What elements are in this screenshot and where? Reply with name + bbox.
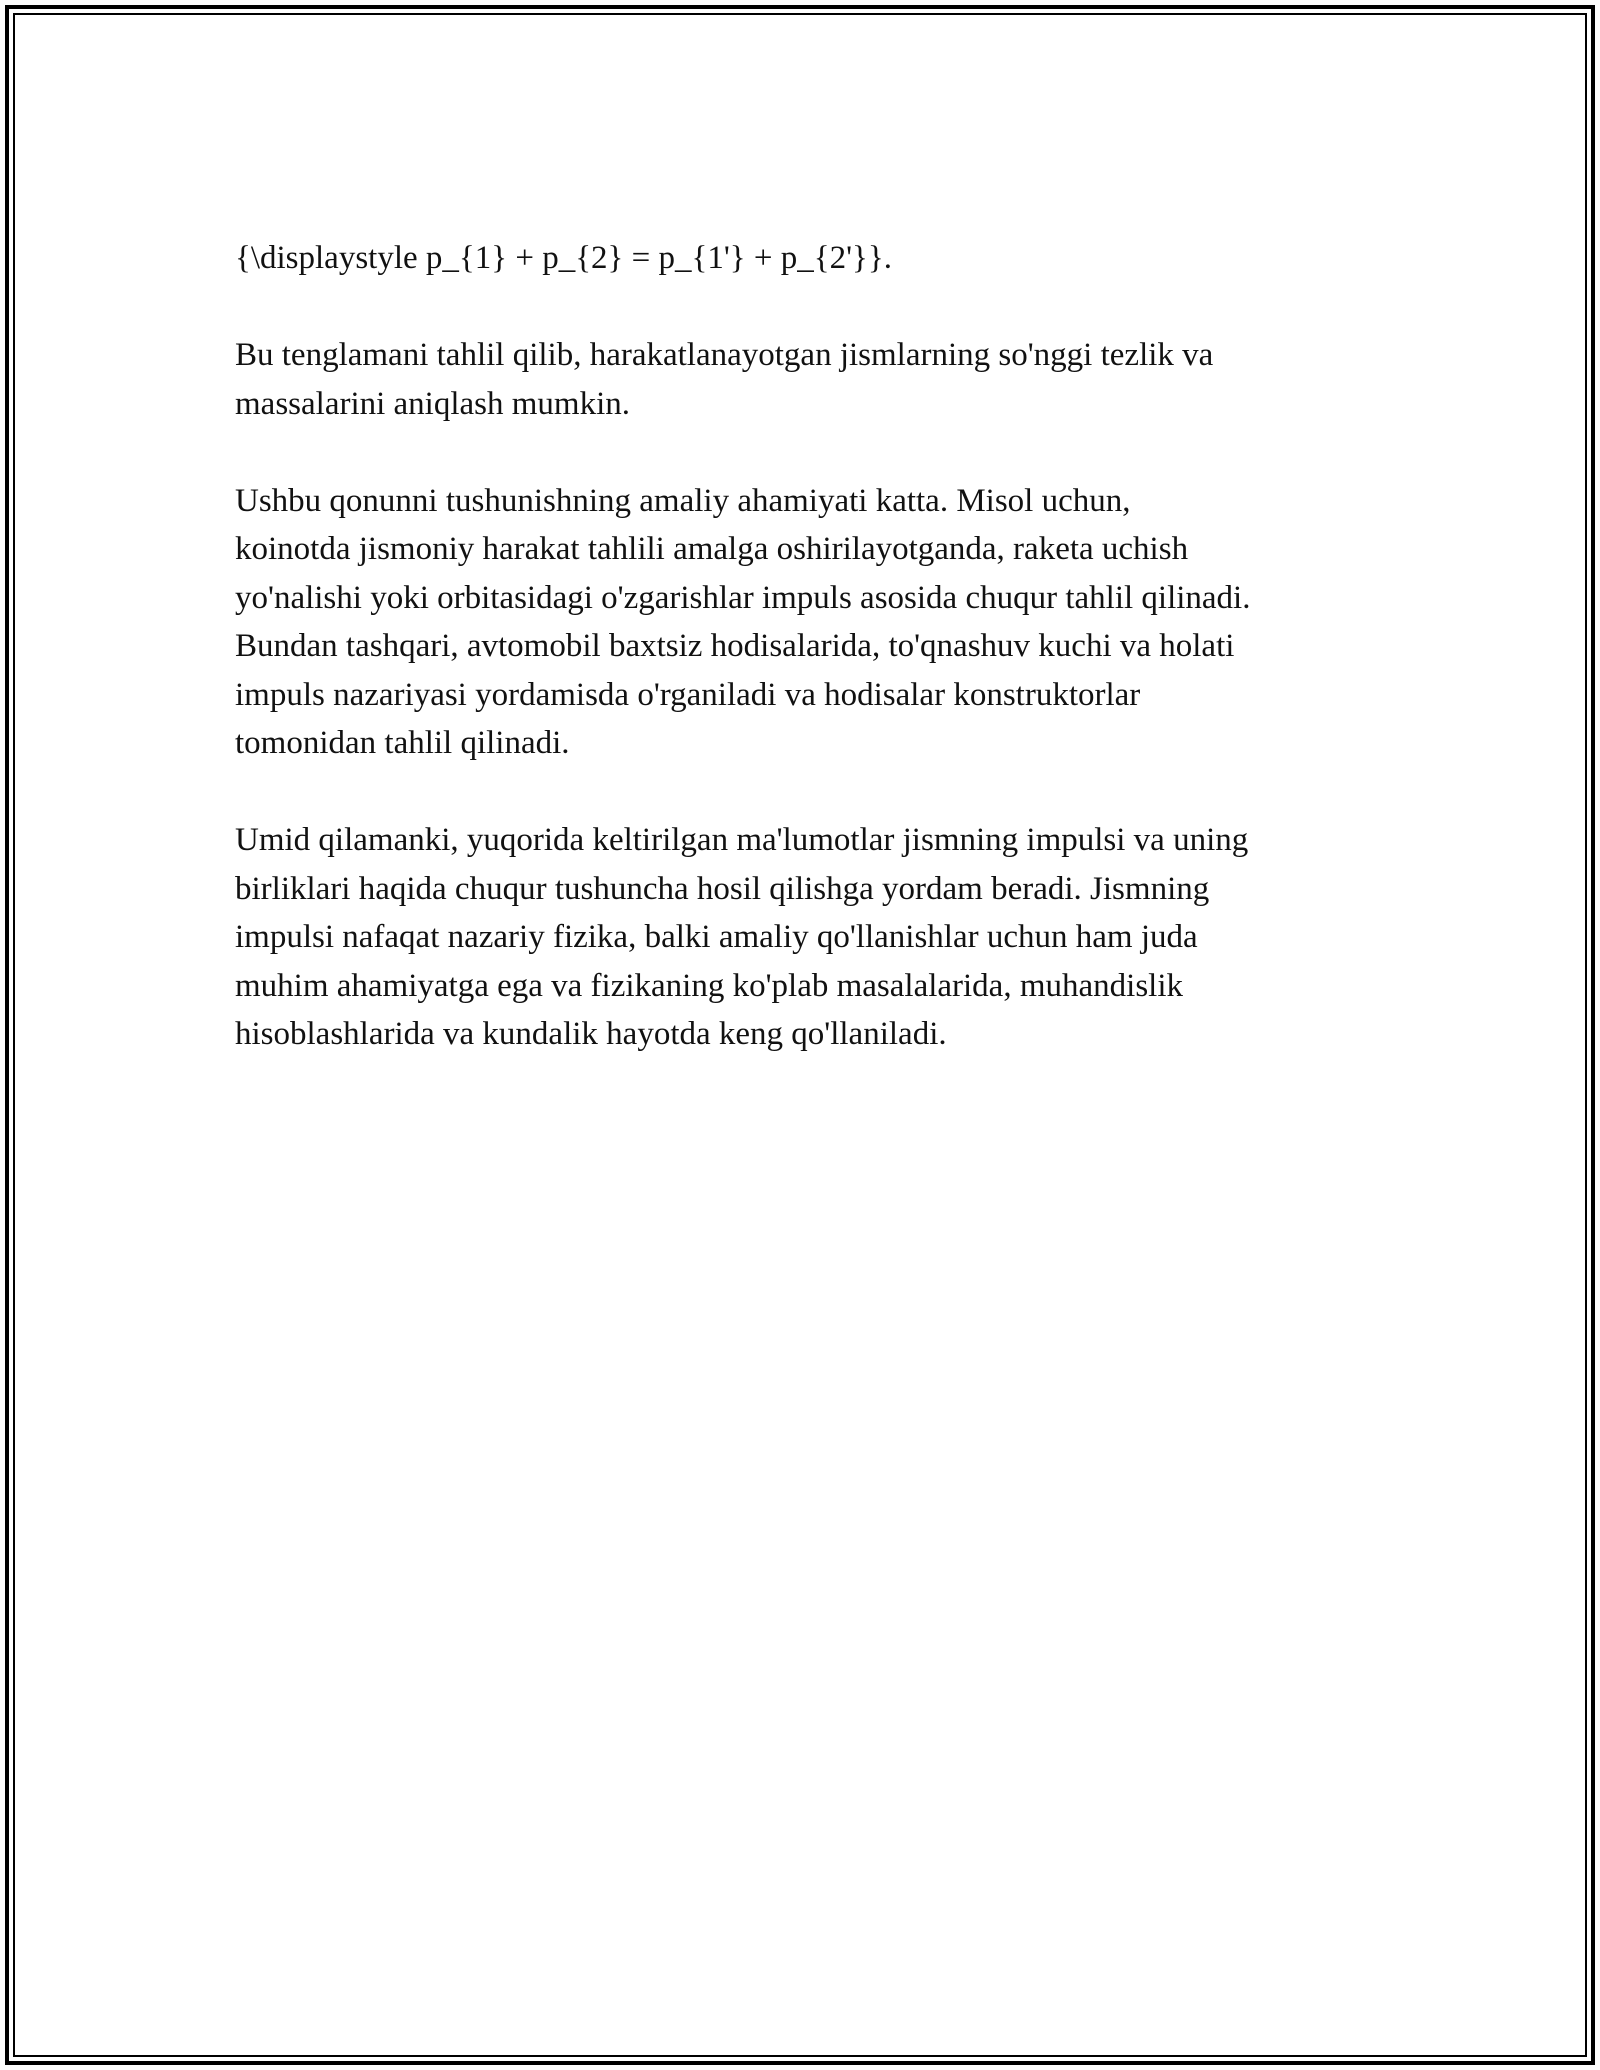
- equation-paragraph: {\displaystyle p_{1} + p_{2} = p_{1'} + p_{2'}}.: [235, 240, 892, 276]
- body-paragraph: Bu tenglamani tahlil qilib, harakatlanayotgan jismlarning so'nggi tezlik va massalarini aniqlash mumkin.: [235, 337, 1214, 422]
- body-paragraph: Ushbu qonunni tushunishning amaliy ahamiyati katta. Misol uchun, koinotda jismoniy harakat tahlili amalga oshirilayotganda, raketa uchish yo'nalishi yoki orbitasidagi o'zgarishlar impuls asosida chuqur tahlil qilinadi. Bundan tashqari, avtomobil baxtsiz hodisalarida, to'qnashuv kuchi va holati impuls nazariyasi yordamisda o'rganiladi va hodisalar konstruktorlar tomonidan tahlil qilinadi.: [235, 482, 1251, 761]
- body-paragraph: Umid qilamanki, yuqorida keltirilgan ma'lumotlar jismning impulsi va uning birliklari haqida chuqur tushuncha hosil qilishga yordam beradi. Jismning impulsi nafaqat nazariy fizika, balki amaliy qo'llanishlar uchun ham juda muhim ahamiyatga ega va fizikaning ko'plab masalalarida, muhandislik hisoblashlarida va kundalik hayotda keng qo'llaniladi.: [235, 822, 1249, 1052]
- document-body: [235, 234, 1385, 1107]
